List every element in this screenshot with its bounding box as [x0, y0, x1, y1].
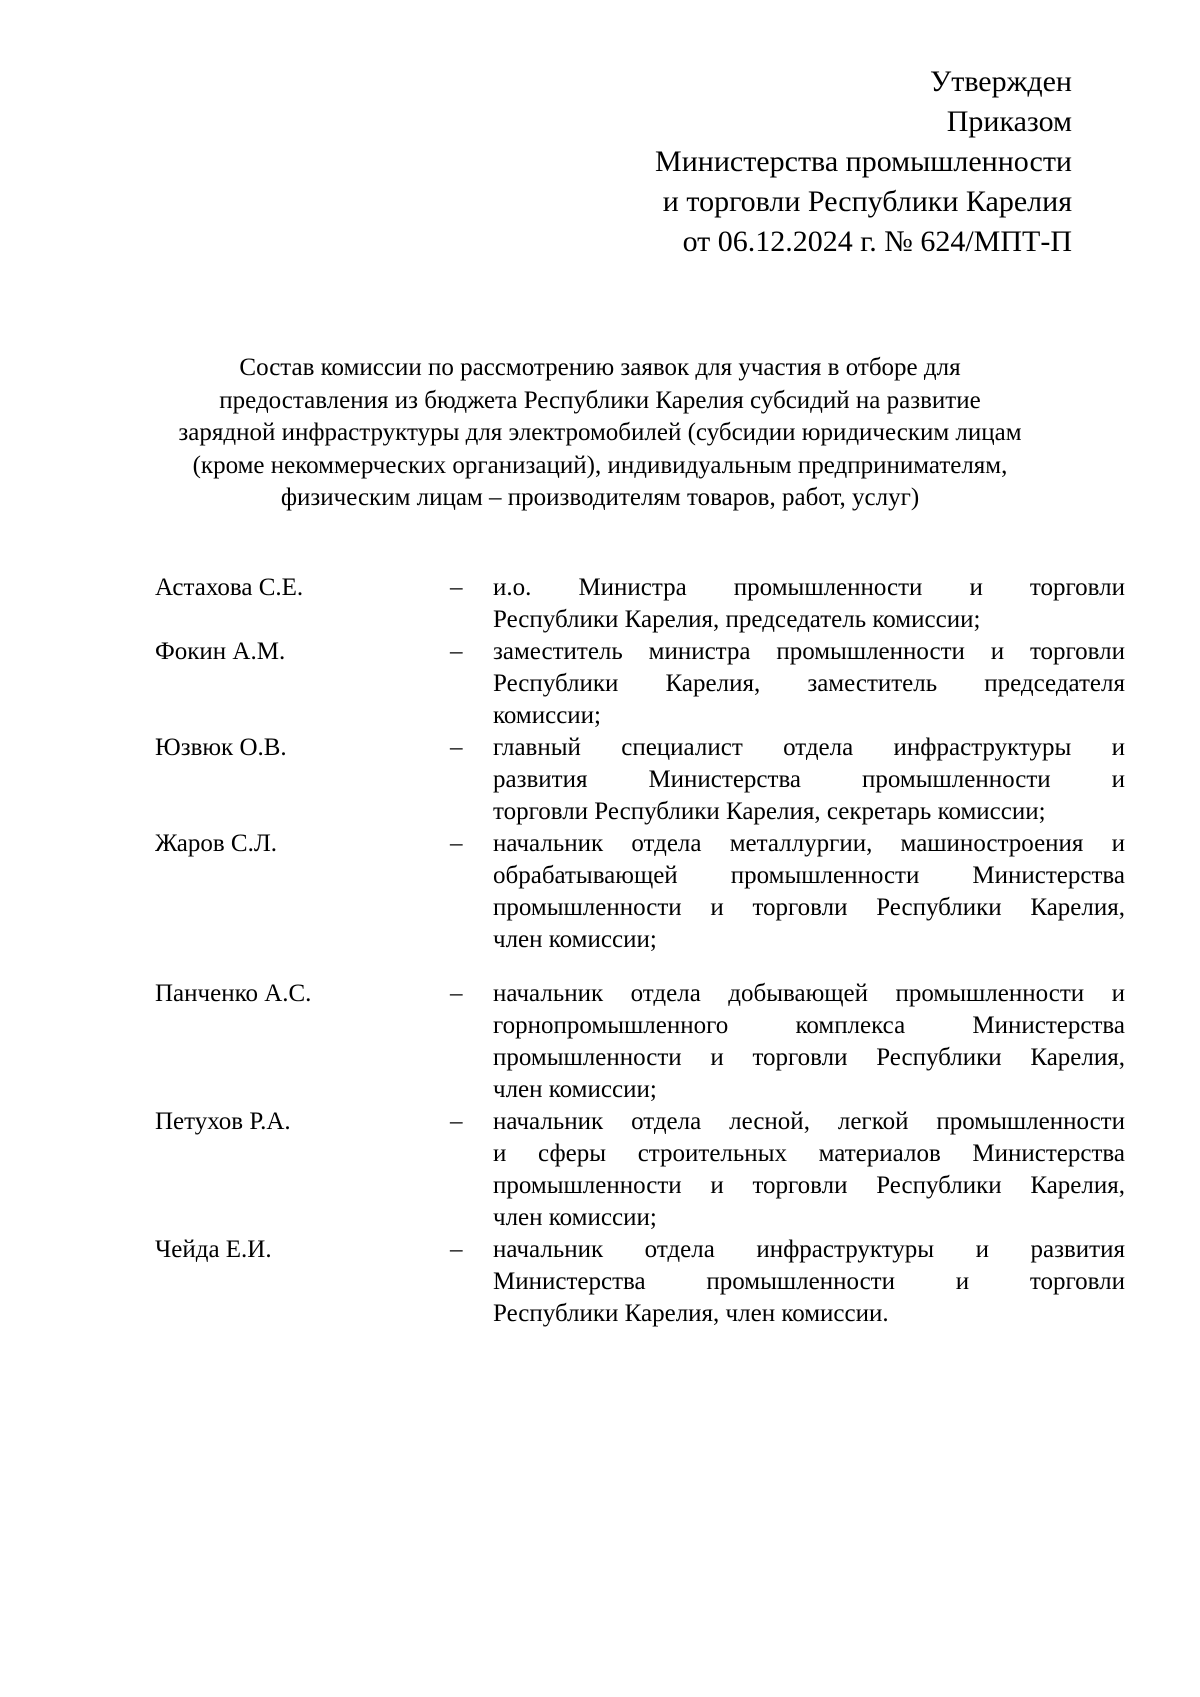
member-role-line: промышленности и торговли Республики Карелия, — [493, 1044, 1125, 1071]
member-role-line: и сферы строительных материалов Министерства — [493, 1140, 1125, 1167]
member-role-line: Республики Карелия, член комиссии. — [493, 1300, 889, 1327]
member-role-line: член комиссии; — [493, 926, 657, 953]
member-dash: – — [450, 830, 463, 857]
member-role-line: Министерства промышленности и торговли — [493, 1268, 1125, 1295]
member-row — [155, 732, 1125, 828]
member-name: Фокин А.М. — [155, 638, 286, 665]
member-row — [155, 1234, 1125, 1330]
member-role-line: Республики Карелия, заместитель председателя — [493, 670, 1125, 697]
member-role-line: промышленности и торговли Республики Карелия, — [493, 894, 1125, 921]
member-name: Чейда Е.И. — [155, 1236, 272, 1263]
member-name: Астахова С.Е. — [155, 574, 304, 601]
member-role-line: главный специалист отдела инфраструктуры и — [493, 734, 1125, 761]
member-role-line: торговли Республики Карелия, секретарь комиссии; — [493, 798, 1046, 825]
title-line: зарядной инфраструктуры для электромобилей (субсидии юридическим лицам — [178, 419, 1022, 446]
member-role-line: начальник отдела лесной, легкой промышленности — [493, 1108, 1125, 1135]
document-title — [140, 352, 1060, 515]
member-role-line: обрабатывающей промышленности Министерства — [493, 862, 1125, 889]
approval-line: от 06.12.2024 г. № 624/МПТ-П — [682, 225, 1072, 258]
member-role — [493, 636, 1125, 732]
member-role-line: начальник отдела металлургии, машиностроения и — [493, 830, 1125, 857]
member-dash: – — [450, 574, 463, 601]
title-line: (кроме некоммерческих организаций), индивидуальным предпринимателям, — [192, 451, 1008, 479]
member-role-line: и.о. Министра промышленности и торговли — [493, 574, 1125, 601]
title-line: предоставления из бюджета Республики Карелия субсидий на развитие — [219, 386, 981, 414]
approval-line: и торговли Республики Карелия — [662, 185, 1072, 218]
approval-stamp-block — [655, 62, 1072, 262]
member-role-line: комиссии; — [493, 702, 601, 729]
member-row — [155, 1106, 1125, 1234]
member-role-line: член комиссии; — [493, 1076, 657, 1103]
member-name: Панченко А.С. — [155, 980, 312, 1007]
member-role-line: промышленности и торговли Республики Карелия, — [493, 1172, 1125, 1199]
member-role — [493, 1234, 1125, 1330]
member-dash: – — [450, 734, 463, 761]
member-role-line: Республики Карелия, председатель комиссии; — [493, 606, 981, 633]
member-role-line: заместитель министра промышленности и торговли — [493, 638, 1125, 665]
member-row — [155, 978, 1125, 1106]
member-role — [493, 572, 1125, 636]
member-role — [493, 828, 1125, 956]
member-name: Юзвюк О.В. — [155, 734, 287, 761]
commission-members-list — [155, 572, 1125, 1330]
member-role-line: начальник отдела добывающей промышленности и — [493, 980, 1125, 1007]
member-row — [155, 636, 1125, 732]
member-name: Жаров С.Л. — [155, 830, 278, 857]
member-row — [155, 572, 1125, 636]
member-dash: – — [450, 980, 463, 1007]
member-role-line: горнопромышленного комплекса Министерства — [493, 1012, 1125, 1039]
member-role — [493, 1106, 1125, 1234]
member-role — [493, 978, 1125, 1106]
member-dash: – — [450, 1108, 463, 1135]
member-dash: – — [450, 1236, 463, 1263]
approval-line: Утвержден — [929, 65, 1072, 98]
approval-line: Министерства промышленности — [655, 145, 1072, 178]
member-role — [493, 732, 1125, 828]
member-role-line: начальник отдела инфраструктуры и развития — [493, 1236, 1125, 1263]
approval-line: Приказом — [946, 105, 1072, 138]
member-role-line: развития Министерства промышленности и — [493, 766, 1125, 793]
member-dash: – — [450, 638, 463, 665]
member-role-line: член комиссии; — [493, 1204, 657, 1231]
member-row — [155, 828, 1125, 956]
member-name: Петухов Р.А. — [155, 1108, 291, 1135]
title-line: Состав комиссии по рассмотрению заявок для участия в отборе для — [239, 354, 961, 381]
title-line: физическим лицам – производителям товаров, работ, услуг) — [280, 484, 920, 511]
